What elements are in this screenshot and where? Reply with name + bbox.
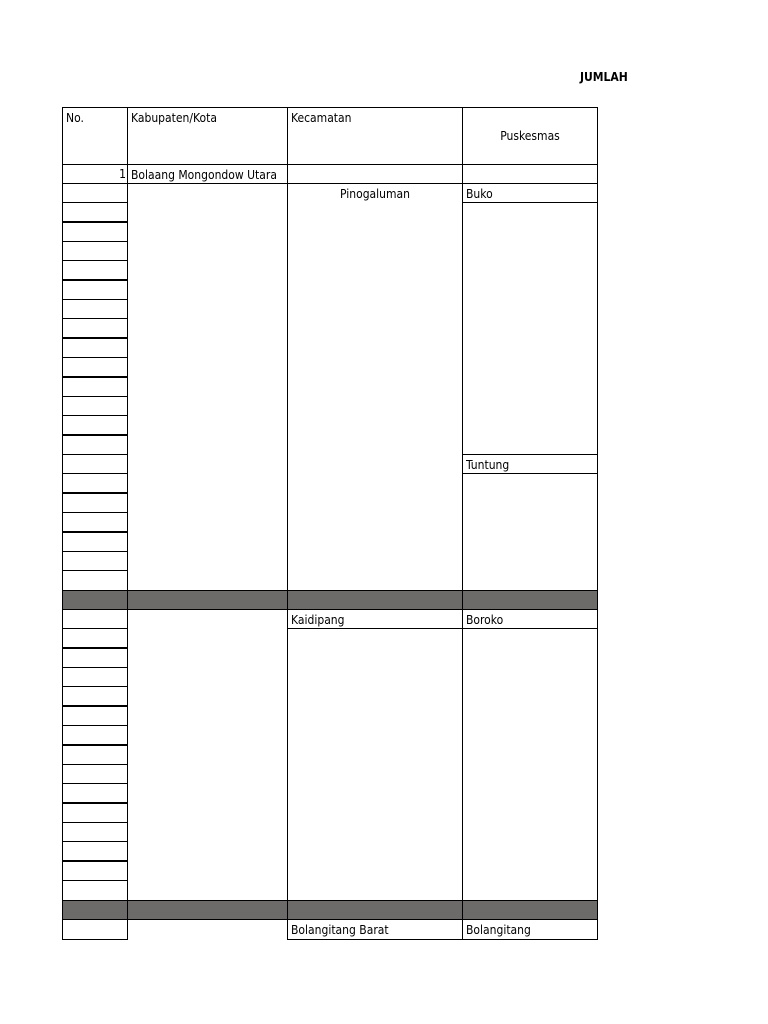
kabupaten-merged-cell [127,183,288,591]
puskesmas-boroko: Boroko [462,609,598,629]
row-number: 1 [62,164,128,184]
no-cell [62,686,128,706]
no-cell [62,280,128,300]
group-separator [127,900,288,920]
column-divider [127,919,128,940]
header-kabupaten: Kabupaten/Kota [127,107,288,165]
no-cell [62,880,128,901]
group-separator [287,900,463,920]
no-cell [62,706,128,726]
no-cell [62,609,128,629]
no-cell [62,841,128,861]
no-cell [62,532,128,552]
kabupaten-merged-cell [127,609,288,901]
puskesmas-merged-cell [462,202,598,455]
no-cell [62,512,128,532]
puskesmas-merged-cell [462,473,598,591]
no-cell [62,667,128,687]
puskesmas-buko: Buko [462,183,598,203]
no-cell [62,338,128,358]
no-cell [62,551,128,571]
kecamatan-pinogaluman: Pinogaluman [287,183,463,591]
no-cell [62,435,128,455]
no-cell [62,357,128,377]
kabupaten-name: Bolaang Mongondow Utara [127,164,288,184]
puskesmas-merged-cell [462,628,598,901]
no-cell [62,648,128,668]
group-separator [62,900,128,920]
no-cell [62,377,128,397]
page-title: JUMLAH [580,70,628,84]
no-cell [62,628,128,648]
no-cell [62,473,128,493]
no-cell [62,241,128,261]
header-kecamatan: Kecamatan [287,107,463,165]
group-separator [127,590,288,610]
header-no: No. [62,107,128,165]
no-cell [62,299,128,319]
no-cell [62,745,128,765]
no-cell [62,570,128,591]
no-cell [62,415,128,435]
no-cell [62,183,128,203]
puskesmas-tuntung: Tuntung [462,454,598,474]
no-cell [62,318,128,338]
kecamatan-merged-cell [287,628,463,901]
no-cell [62,260,128,280]
header-puskesmas: Puskesmas [462,107,598,165]
no-cell [62,202,128,222]
no-cell [62,493,128,513]
group-separator [287,590,463,610]
group-separator [462,900,598,920]
no-cell [62,396,128,416]
no-cell [62,783,128,803]
no-cell [62,822,128,842]
no-cell [62,861,128,881]
group-separator [462,590,598,610]
puskesmas-bolangitang: Bolangitang [462,919,598,940]
no-cell [62,222,128,242]
kecamatan-bolangitang-barat: Bolangitang Barat [287,919,463,940]
no-cell [62,803,128,823]
kecamatan-cell [287,164,463,184]
kecamatan-kaidipang: Kaidipang [287,609,463,629]
no-cell [62,764,128,784]
no-cell [62,919,128,940]
puskesmas-cell [462,164,598,184]
no-cell [62,725,128,745]
no-cell [62,454,128,474]
group-separator [62,590,128,610]
